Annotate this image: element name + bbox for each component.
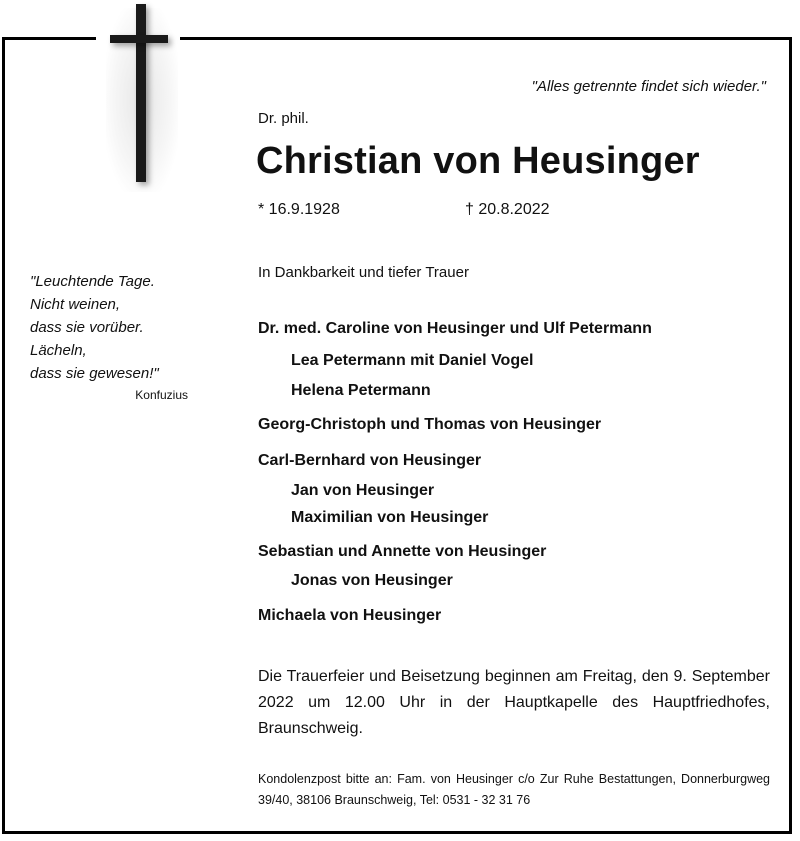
mourner-name: Dr. med. Caroline von Heusinger und Ulf Petermann <box>258 320 652 337</box>
quote-line: dass sie gewesen!" <box>30 365 159 382</box>
sidebar-quote <box>30 270 188 404</box>
mourner-name: Carl-Bernhard von Heusinger <box>258 452 482 469</box>
condolence-contact: Kondolenzpost bitte an: Fam. von Heusinger c/o Zur Ruhe Bestattungen, Donnerburgweg 39/40, 38106 Braunschweig, Tel: 0531 - 32 31 76 <box>258 772 770 807</box>
mourner-name: Jonas von Heusinger <box>291 572 453 589</box>
quote-line: "Leuchtende Tage. <box>30 273 155 290</box>
motto-quote: "Alles getrennte findet sich wieder." <box>531 78 766 95</box>
mourner-name: Maximilian von Heusinger <box>291 509 489 526</box>
quote-line: Lächeln, <box>30 342 87 359</box>
mourner-name: Jan von Heusinger <box>291 482 435 499</box>
mourner-name: Helena Petermann <box>291 382 431 399</box>
mourning-intro: In Dankbarkeit und tiefer Trauer <box>258 264 469 281</box>
deceased-name: Christian von Heusinger <box>256 140 700 182</box>
academic-title: Dr. phil. <box>258 110 309 127</box>
mourner-name: Sebastian und Annette von Heusinger <box>258 543 547 560</box>
mourner-name: Michaela von Heusinger <box>258 607 442 624</box>
funeral-info: Die Trauerfeier und Beisetzung beginnen am Freitag, den 9. September 2022 um 12.00 Uhr in der Hauptkapelle des Hauptfriedhofes, Braunschweig. <box>258 668 770 737</box>
birth-date: * 16.9.1928 <box>258 201 340 218</box>
quote-line: dass sie vorüber. <box>30 319 144 336</box>
cross-vertical-bar <box>136 4 146 182</box>
quote-author: Konfuzius <box>135 388 188 402</box>
mourner-name: Lea Petermann mit Daniel Vogel <box>291 352 534 369</box>
cross-horizontal-bar <box>110 35 168 43</box>
mourner-name: Georg-Christoph und Thomas von Heusinger <box>258 416 602 433</box>
quote-line: Nicht weinen, <box>30 296 121 313</box>
death-date: † 20.8.2022 <box>465 201 550 218</box>
